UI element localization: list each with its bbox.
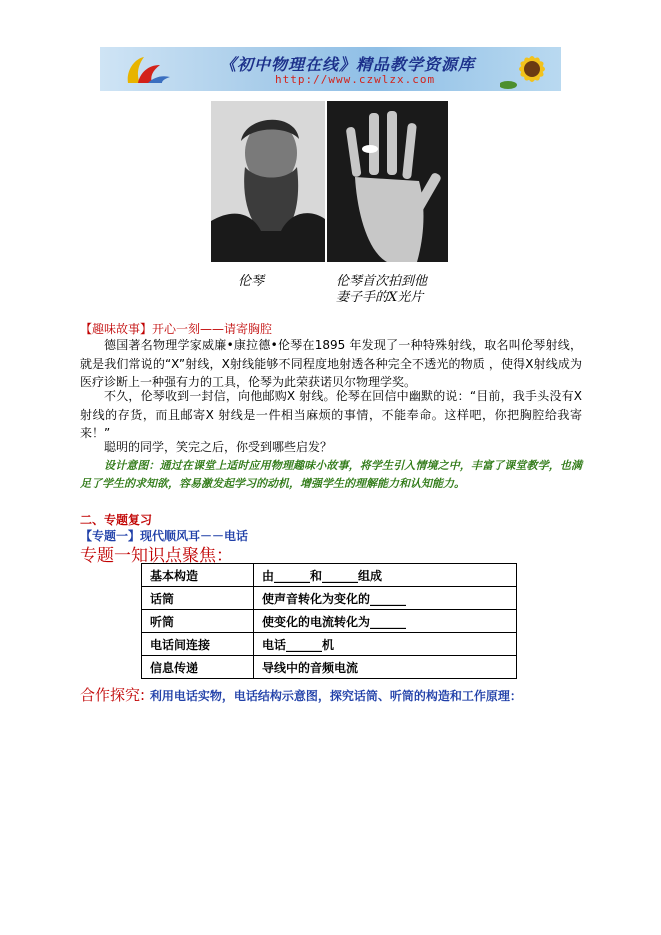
- section-heading-review: 二、专题复习: [80, 513, 153, 527]
- cooperative-inquiry: [80, 684, 522, 705]
- table-cell-label: 基本构造: [142, 564, 254, 587]
- topic-prefix: 【专题一】: [80, 529, 141, 543]
- table-cell-label: 电话间连接: [142, 633, 254, 656]
- caption-xray-line1: 伦琴首次拍到他: [336, 274, 428, 289]
- table-cell-label: 信息传递: [142, 656, 254, 679]
- roentgen-portrait: [211, 101, 325, 262]
- knowledge-table: [141, 563, 517, 679]
- coop-label: 合作探究:: [80, 686, 146, 704]
- coop-text: 利用电话实物，电话结构示意图，探究话筒、听筒的构造和工作原理：: [149, 689, 522, 703]
- caption-xray-line2: 妻子手的X光片: [336, 290, 424, 305]
- story-paragraph-1: 德国著名物理学家威廉•康拉德•伦琴在1895 年发现了一种特殊射线，取名叫伦琴射线，就是我们常说的“X”射线，X射线能够不同程度地射透各种完全不透光的物质 ，使得X射线成为医疗诊断上一种强有力的工具，伦琴为此荣获诺贝尔物理学奖。: [80, 338, 582, 389]
- table-cell-value: 由______和______组成: [254, 564, 517, 587]
- story-heading-title: 开心一刻——请寄胸腔: [152, 322, 273, 336]
- table-cell-label: 话筒: [142, 587, 254, 610]
- banner-title: 《初中物理在线》精品教学资源库: [220, 55, 476, 74]
- table-row: [142, 587, 517, 610]
- table-row: [142, 610, 517, 633]
- story-heading: [80, 320, 272, 337]
- design-intent: 设计意图：通过在课堂上适时应用物理趣味小故事，将学生引入情境之中，丰富了课堂教学，也满足了学生的求知欲，容易激发起学习的动机，增强学生的理解能力和认知能力。: [80, 459, 582, 490]
- table-cell-value: 电话______机: [254, 633, 517, 656]
- table-cell-value: 使变化的电流转化为______: [254, 610, 517, 633]
- story-heading-tag: 【趣味故事】: [80, 322, 153, 336]
- story-paragraph-3: 聪明的同学，笑完之后，你受到哪些启发？: [104, 440, 333, 454]
- story-paragraph-2: 不久，伦琴收到一封信，向他邮购X 射线。伦琴在回信中幽默的说：“目前，我手头没有X 射线的存货，而且邮寄X 射线是一件相当麻烦的事情，不能奉命。这样吧，你把胸腔给我寄来！”: [80, 389, 582, 440]
- logo-icon: [122, 53, 172, 87]
- banner-url[interactable]: http://www.czwlzx.com: [275, 73, 436, 86]
- table-row: [142, 564, 517, 587]
- table-row: [142, 633, 517, 656]
- sunflower-icon: [500, 47, 561, 91]
- table-cell-value: 导线中的音频电流: [254, 656, 517, 679]
- knowledge-points-title: 专题一知识点聚焦：: [80, 546, 233, 566]
- table-row: [142, 656, 517, 679]
- caption-roentgen: 伦琴: [238, 274, 265, 289]
- table-cell-label: 听筒: [142, 610, 254, 633]
- xray-hand-photo: [327, 101, 448, 262]
- header-banner: [100, 47, 561, 91]
- topic-title: 现代顺风耳－－电话: [140, 529, 249, 543]
- caption-xray: [336, 274, 427, 306]
- table-cell-value: 使声音转化为变化的______: [254, 587, 517, 610]
